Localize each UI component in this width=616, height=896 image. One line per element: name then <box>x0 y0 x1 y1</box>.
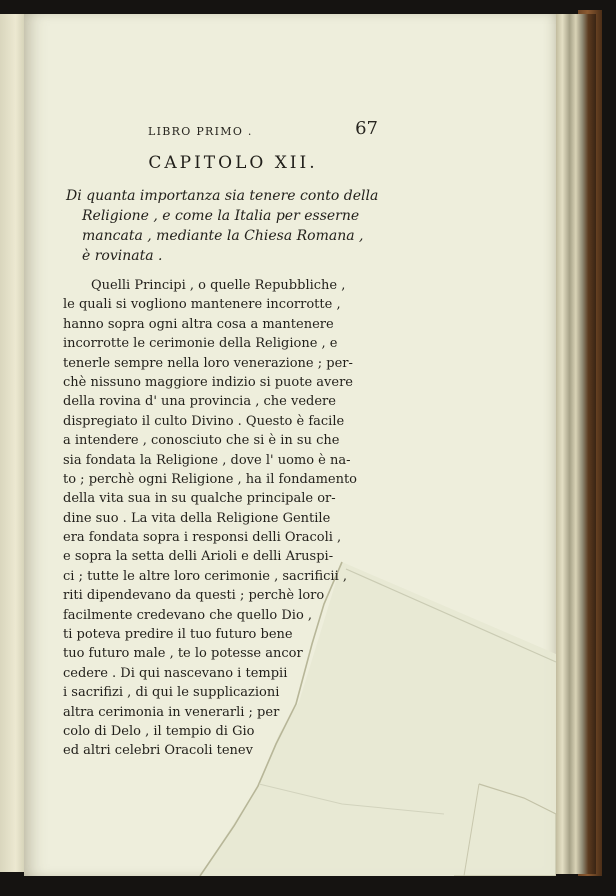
text-line: cedere . Di qui nascevano i tempii <box>63 665 288 681</box>
text-line: sia fondata la Religione , dove l' uomo è na- <box>63 452 351 468</box>
text-line: ci ; tutte le altre loro cerimonie , sacrificii , <box>63 568 347 584</box>
text-line: dispregiato il culto Divino . Questo è facile <box>63 413 345 429</box>
text-line: colo di Delo , il tempio di Gio <box>63 723 255 739</box>
text-line: Quelli Principi , o quelle Repubbliche , <box>91 278 346 293</box>
text-line: tuo futuro male , te lo potesse ancor <box>63 646 303 662</box>
subtitle-line: Di quanta importanza sia tenere conto della <box>66 188 379 204</box>
body-text <box>63 276 393 761</box>
page-header <box>148 115 378 141</box>
chapter-title: CAPITOLO XII. <box>148 153 318 173</box>
running-head: LIBRO PRIMO . <box>148 125 253 138</box>
text-line: to ; perchè ogni Religione , ha il fondamento <box>63 471 358 487</box>
text-line: i sacrifizi , di qui le supplicazioni <box>63 685 280 701</box>
text-line: era fondata sopra i responsi delli Oracoli , <box>63 530 342 546</box>
left-page-edge <box>0 14 27 872</box>
text-line: hanno sopra ogni altra cosa a mantenere <box>63 316 334 332</box>
text-line: ti poteva predire il tuo futuro bene <box>63 627 293 643</box>
book-page <box>24 14 556 876</box>
page-number: 67 <box>355 118 378 139</box>
text-line: incorrotte le cerimonie della Religione , e <box>63 336 338 352</box>
text-line: della vita sua in su qualche principale or- <box>63 491 336 507</box>
text-line: e sopra la setta delli Arioli e delli Aruspi- <box>63 549 334 565</box>
text-line: facilmente credevano che quello Dio , <box>63 607 313 623</box>
text-line: tenerle sempre nella loro venerazione ; per- <box>63 355 353 371</box>
text-line: altra cerimonia in venerarli ; per <box>63 704 280 720</box>
text-line: chè nissuno maggiore indizio si puote avere <box>63 374 354 390</box>
text-line: riti dipendevano da questi ; perchè loro <box>63 588 325 604</box>
subtitle-line: Religione , e come la Italia per esserne <box>82 208 360 224</box>
subtitle-line: mancata , mediante la Chiesa Romana , <box>82 228 364 244</box>
subtitle-line: è rovinata . <box>82 248 163 264</box>
text-line: della rovina d' una provincia , che vedere <box>63 394 336 410</box>
text-line: dine suo . La vita della Religione Gentile <box>63 510 331 526</box>
text-line: a intendere , conosciuto che si è in su che <box>63 433 340 449</box>
text-line: ed altri celebri Oracoli tenev <box>63 743 253 759</box>
chapter-subtitle <box>66 186 386 266</box>
text-line: le quali si vogliono mantenere incorrotte , <box>63 297 341 313</box>
